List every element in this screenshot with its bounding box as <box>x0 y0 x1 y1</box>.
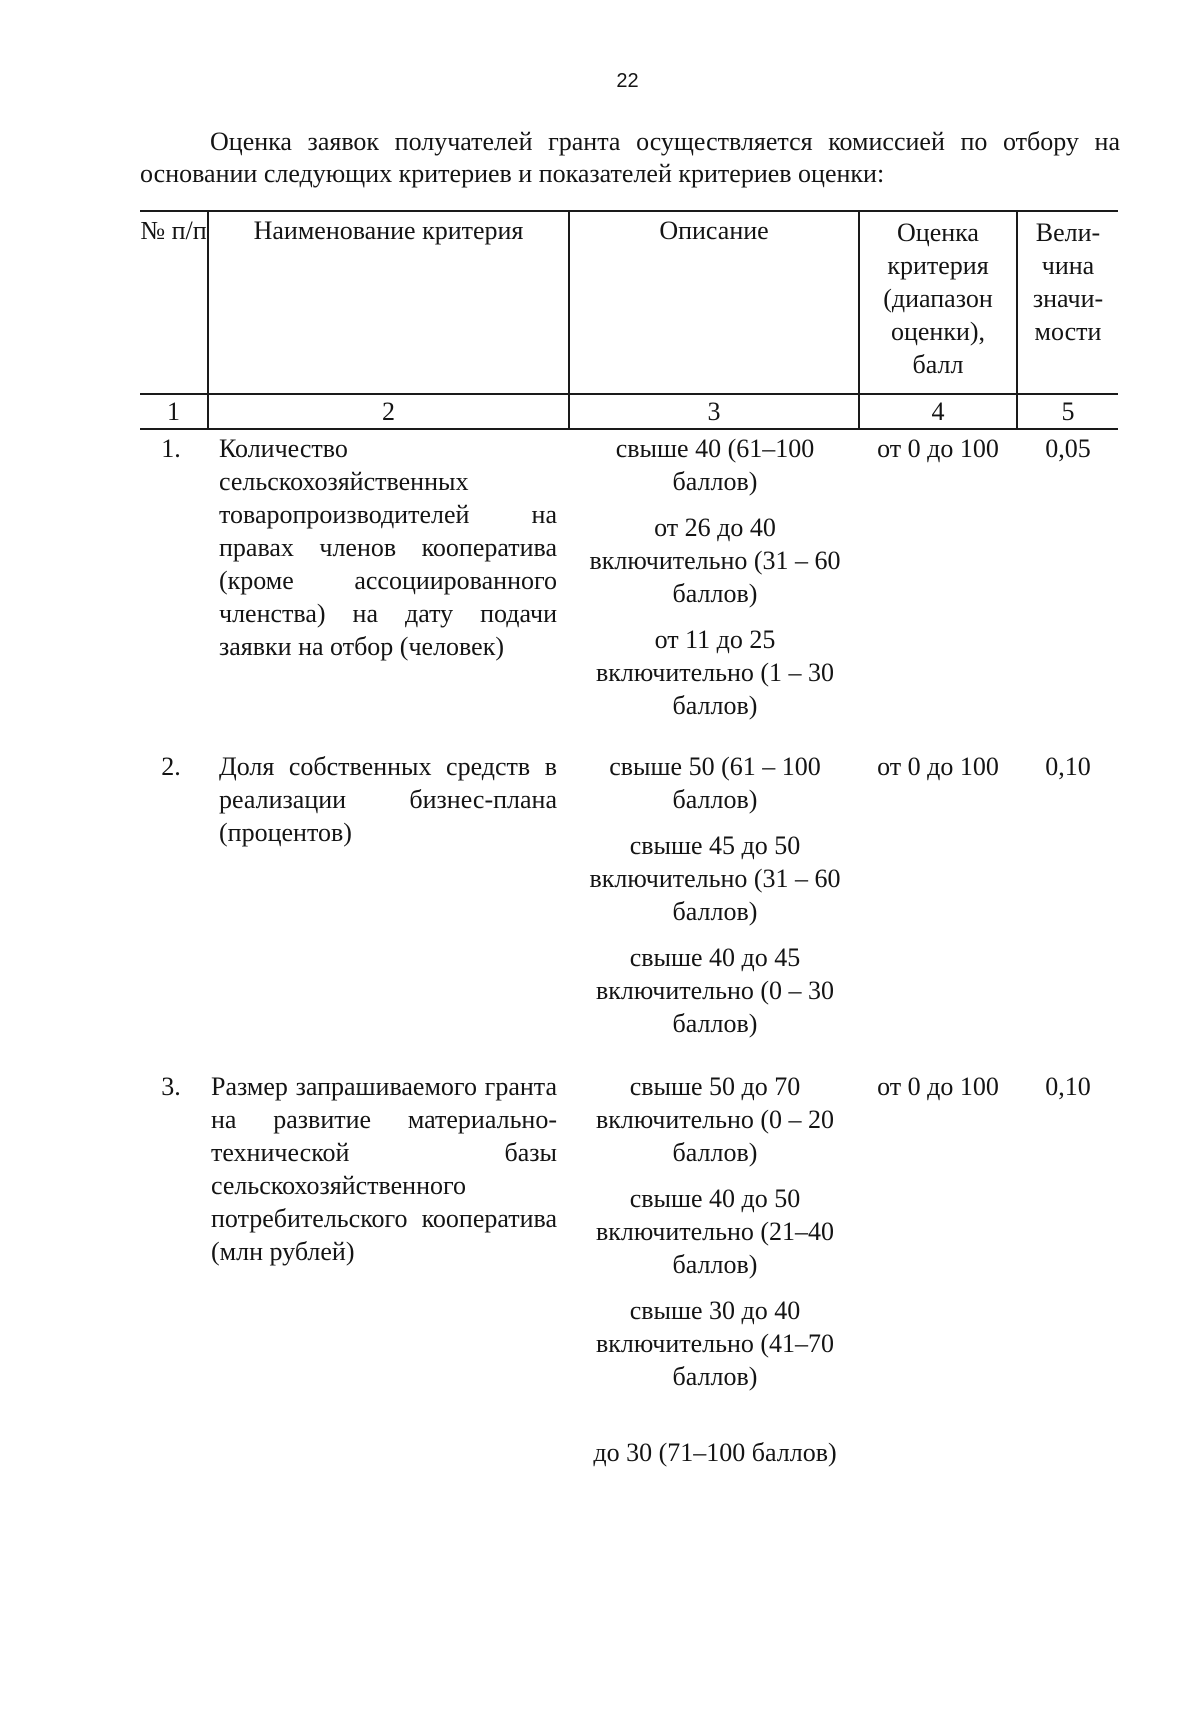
row-number: 3. <box>161 1072 181 1101</box>
row-number: 1. <box>161 434 181 463</box>
table-top-border <box>140 210 1118 212</box>
description-item: от 26 до 40 включительно (31 – 60 баллов) <box>589 513 841 608</box>
column-number: 5 <box>1061 397 1075 426</box>
criterion-weight: 0,05 <box>1045 434 1091 463</box>
criterion-weight: 0,10 <box>1045 752 1091 781</box>
number-row-bottom-border <box>140 428 1118 430</box>
criterion-weight: 0,10 <box>1045 1072 1091 1101</box>
description-item: свыше 40 до 45 включительно (0 – 30 баллов) <box>595 943 835 1038</box>
page-number: 22 <box>616 70 639 92</box>
criterion-name: Доля собственных средств в реализации бизнес-плана (процентов) <box>219 752 557 847</box>
column-number: 2 <box>382 397 395 426</box>
column-number: 4 <box>931 397 945 426</box>
description-item: свыше 40 (61–100 баллов) <box>615 434 815 496</box>
row-number: 2. <box>161 752 181 781</box>
header-score: Оценка критерия (диапазон оценки), балл <box>883 218 993 379</box>
criterion-score: от 0 до 100 <box>877 1072 999 1101</box>
description-item: свыше 50 (61 – 100 баллов) <box>609 752 821 814</box>
description-item: свыше 45 до 50 включительно (31 – 60 баллов) <box>589 831 841 926</box>
header-weight: Вели-чина значи-мости <box>1032 218 1104 346</box>
header-name: Наименование критерия <box>253 216 524 245</box>
criterion-description <box>580 1070 850 1393</box>
criterion-name: Количество сельскохозяйственных товаропроизводителей на правах членов кооператива (кроме ассоциированного членства) на дату подачи заявки на отбор (человек) <box>219 434 557 661</box>
criterion-description <box>580 750 850 1040</box>
criteria-table <box>140 210 1118 1467</box>
criterion-score: от 0 до 100 <box>877 752 999 781</box>
header-num: № п/п <box>140 216 207 245</box>
criterion-description <box>580 432 850 722</box>
description-item: от 11 до 25 включительно (1 – 30 баллов) <box>595 625 835 720</box>
description-item: свыше 40 до 50 включительно (21–40 баллов) <box>595 1184 835 1279</box>
description-item: свыше 30 до 40 включительно (41–70 баллов) <box>595 1296 835 1391</box>
column-number: 3 <box>707 397 721 426</box>
column-number: 1 <box>167 397 180 426</box>
criterion-name: Размер запрашиваемого гранта на развитие материально-технической базы сельскохозяйственного потребительского кооператива (млн рублей) <box>211 1072 557 1266</box>
description-item: до 30 (71–100 баллов) <box>593 1438 837 1467</box>
header-description: Описание <box>659 216 769 245</box>
description-item: свыше 50 до 70 включительно (0 – 20 баллов) <box>595 1072 835 1167</box>
criterion-score: от 0 до 100 <box>877 434 999 463</box>
intro-paragraph: Оценка заявок получателей гранта осуществляется комиссией по отбору на основании следующих критериев и показателей критериев оценки: <box>140 127 1120 188</box>
